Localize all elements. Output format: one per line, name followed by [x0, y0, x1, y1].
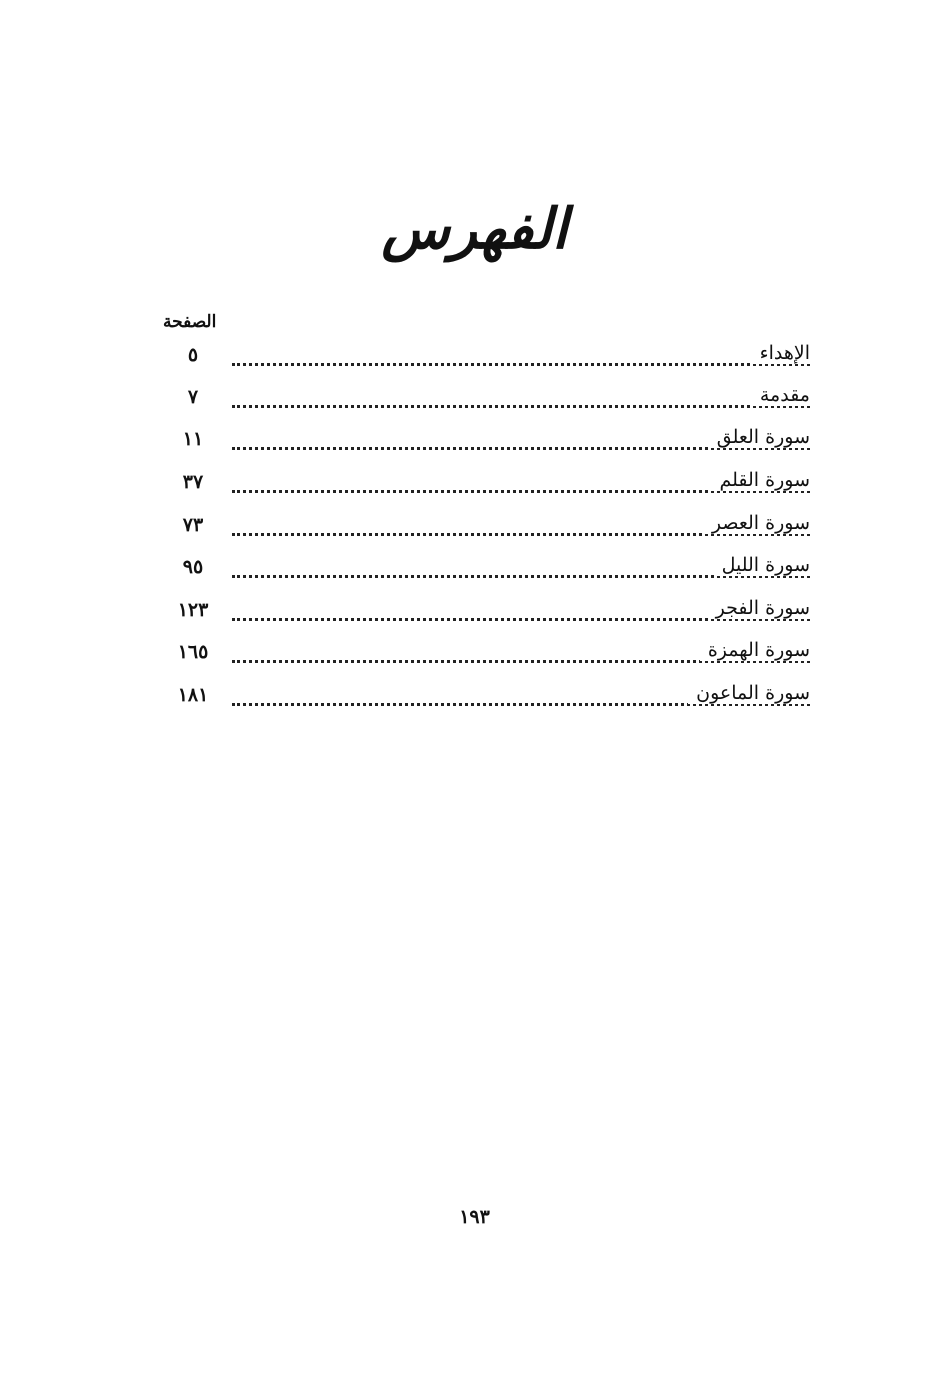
toc-entry-page: ٩٥: [182, 556, 204, 578]
toc-entry-title: سورة الهمزة: [700, 639, 810, 661]
page-title: الفهرس: [381, 196, 568, 262]
toc-entry-page: ٧٣: [182, 514, 204, 536]
toc-entry-page: ٥: [187, 344, 199, 366]
page-column-header: الصفحة: [163, 312, 217, 332]
toc-entry[interactable]: [170, 639, 810, 671]
toc-entry-title: سورة العصر: [704, 512, 810, 534]
toc-entry-title: سورة الفجر: [708, 597, 810, 619]
toc-entry[interactable]: [170, 597, 810, 629]
toc-entry[interactable]: [170, 426, 810, 458]
toc-entry-title: سورة الماعون: [688, 682, 810, 704]
toc-entry-page: ٧: [187, 386, 199, 408]
toc-entry-title: سورة الليل: [714, 554, 810, 576]
toc-entry[interactable]: [170, 554, 810, 586]
toc-entry-page: ١٢٣: [177, 599, 209, 621]
toc-entry[interactable]: [170, 512, 810, 544]
toc-entry[interactable]: [170, 682, 810, 714]
toc-entry-title: الإهداء: [752, 342, 810, 364]
toc-entry-page: ١١: [182, 428, 204, 450]
toc-entry-page: ١٦٥: [177, 641, 209, 663]
toc-entry[interactable]: [170, 469, 810, 501]
toc-entry[interactable]: [170, 342, 810, 374]
toc-entry-title: مقدمة: [752, 384, 810, 406]
toc-entry[interactable]: [170, 384, 810, 416]
toc-entry-page: ٣٧: [182, 471, 204, 493]
toc-entry-page: ١٨١: [177, 684, 209, 706]
footer-page-number: ١٩٣: [459, 1206, 490, 1228]
dot-leader: [232, 363, 810, 366]
toc-entry-title: سورة القلم: [711, 469, 810, 491]
toc-entry-title: سورة العلق: [709, 426, 810, 448]
dot-leader: [232, 405, 810, 408]
